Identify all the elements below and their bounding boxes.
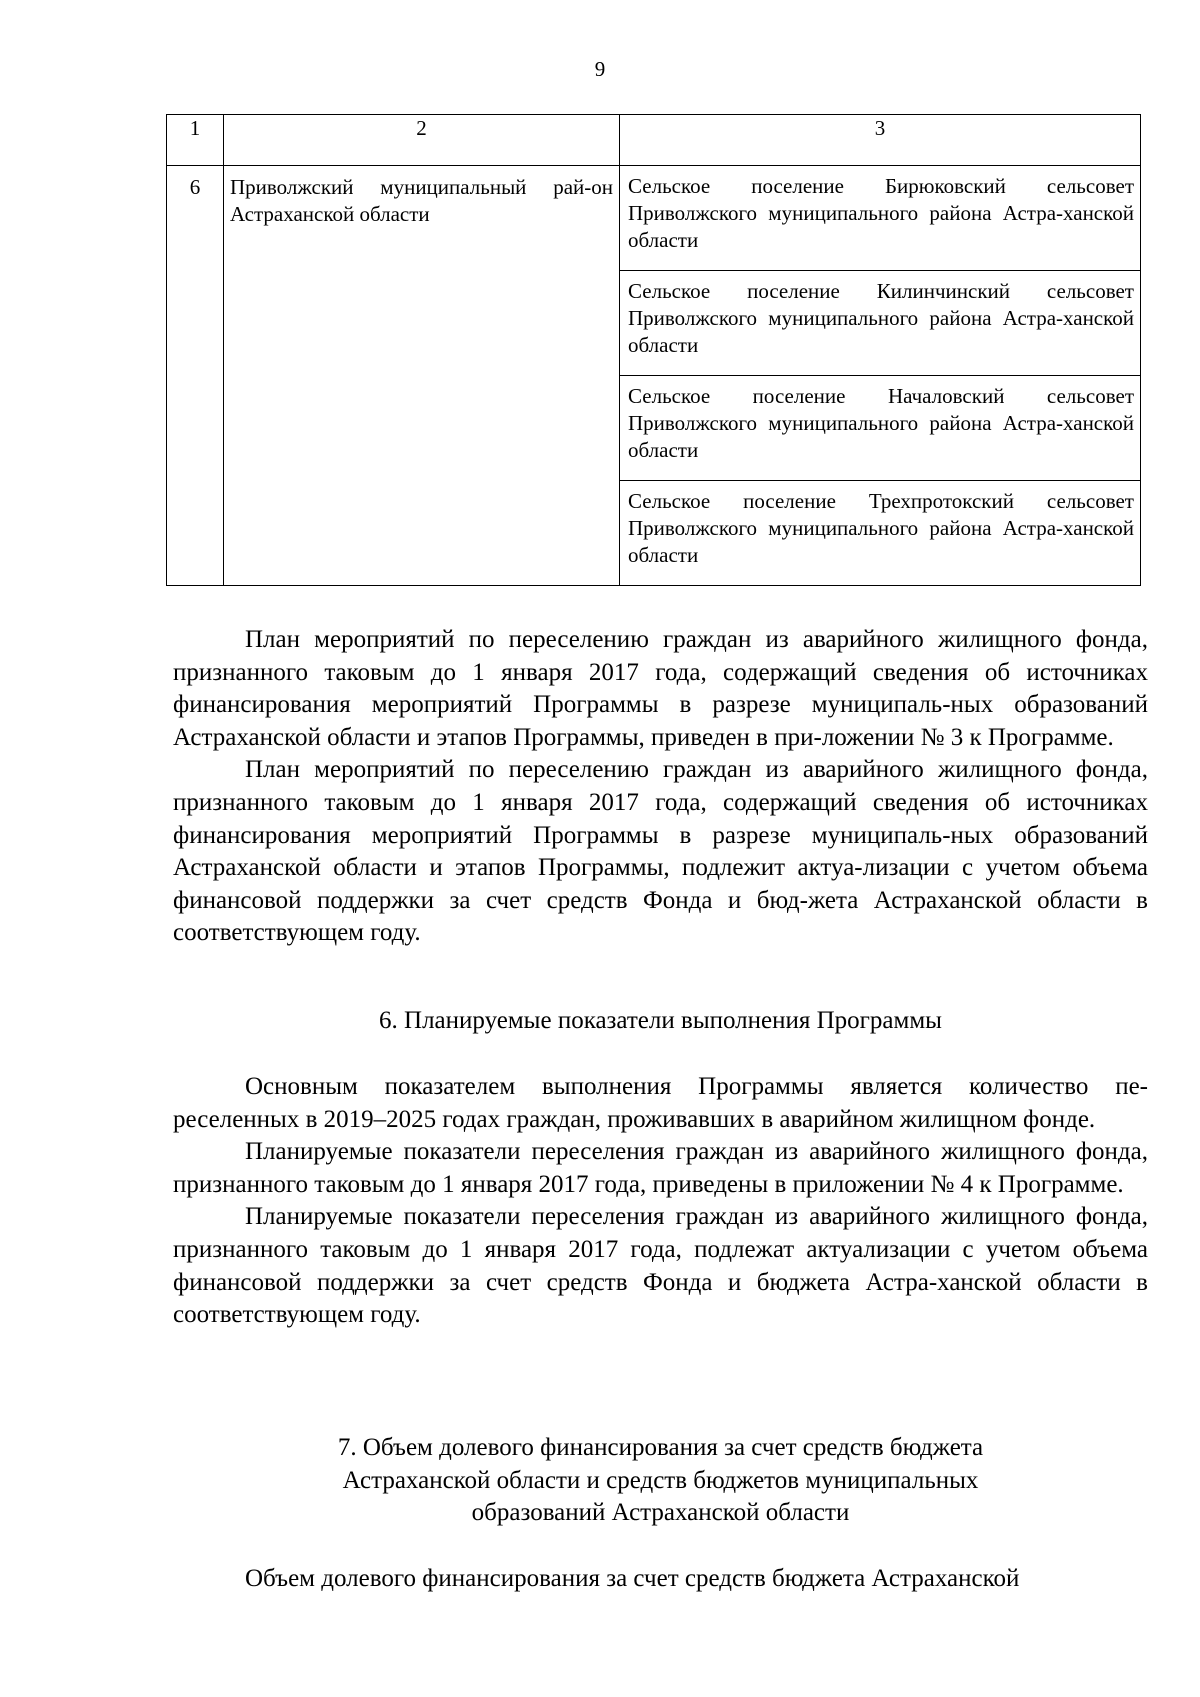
- district-name: Приволжский муниципальный рай-он Астраханской области: [224, 166, 620, 586]
- body-block-2: [173, 1071, 1148, 1332]
- heading-line: 7. Объем долевого финансирования за счет средств бюджета: [337, 1434, 984, 1461]
- column-header: 2: [224, 115, 620, 166]
- paragraph: Объем долевого финансирования за счет средств бюджета Астраханской: [245, 1565, 1020, 1592]
- settlement-cell: Сельское поселение Килинчинский сельсовет Приволжского муниципального района Астра-ханской области: [620, 271, 1141, 376]
- page-number: 9: [594, 57, 606, 81]
- column-header: 3: [620, 115, 1141, 166]
- paragraph: Планируемые показатели переселения граждан из аварийного жилищного фонда, признанного таковым до 1 января 2017 года, подлежат актуализации с учетом объема финансовой поддержки за счет средств Фонда и бюджета Астра-ханской области в соответствующем году.: [173, 1203, 1148, 1329]
- settlements-table: [166, 114, 1141, 586]
- heading-line: Астраханской области и средств бюджетов муниципальных: [342, 1466, 979, 1494]
- column-header: 1: [167, 115, 224, 166]
- settlement-cell: Сельское поселение Началовский сельсовет Приволжского муниципального района Астра-ханской области: [620, 376, 1141, 481]
- section-7-heading: [173, 1432, 1148, 1530]
- heading-line: образований Астраханской области: [471, 1499, 850, 1527]
- section-6-heading: 6. Планируемые показатели выполнения Программы: [379, 1007, 942, 1034]
- row-number: 6: [167, 166, 224, 586]
- body-block-3: [173, 1563, 1148, 1596]
- paragraph: План мероприятий по переселению граждан из аварийного жилищного фонда, признанного таковым до 1 января 2017 года, содержащий сведения об источниках финансирования мероприятий Программы в разрезе муниципаль-ных образований Астраханской области и этапов Программы, подлежит актуа-лизации с учетом объема финансовой поддержки за счет средств Фонда и бюд-жета Астраханской области в соответствующем году.: [173, 756, 1148, 947]
- body-block-1: [173, 624, 1148, 950]
- settlement-cell: Сельское поселение Трехпротокский сельсовет Приволжского муниципального района Астра-ханской области: [620, 481, 1141, 586]
- table-header-row: [167, 115, 1141, 166]
- paragraph: Основным показателем выполнения Программы является количество пе-реселенных в 2019–2025 годах граждан, проживавших в аварийном жилищном фонде.: [173, 1073, 1148, 1133]
- table-row: [167, 166, 1141, 271]
- settlement-cell: Сельское поселение Бирюковский сельсовет Приволжского муниципального района Астра-ханской области: [620, 166, 1141, 271]
- paragraph: Планируемые показатели переселения граждан из аварийного жилищного фонда, признанного таковым до 1 января 2017 года, приведены в приложении № 4 к Программе.: [173, 1138, 1148, 1198]
- paragraph: План мероприятий по переселению граждан из аварийного жилищного фонда, признанного таковым до 1 января 2017 года, содержащий сведения об источниках финансирования мероприятий Программы в разрезе муниципаль-ных образований Астраханской области и этапов Программы, приведен в при-ложении № 3 к Программе.: [173, 626, 1148, 751]
